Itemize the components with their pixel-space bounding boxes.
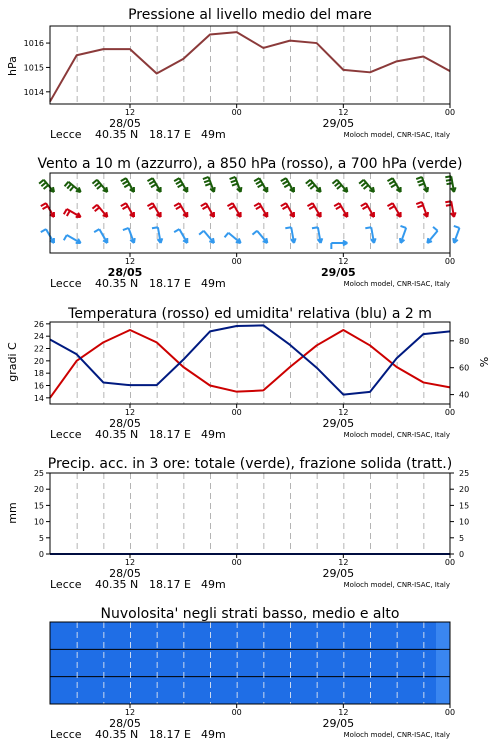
wind-barb-feather: [176, 206, 181, 209]
wind-barb-feather: [365, 227, 371, 228]
wind-barb: [121, 178, 134, 192]
model-credit: Moloch model, CNR-ISAC, Italy: [343, 431, 450, 439]
wind-barb-head: [76, 191, 81, 192]
wind-barb: [227, 203, 240, 217]
date-label: 29/05: [321, 266, 356, 279]
location-place: Lecce: [50, 578, 82, 591]
location-alt: 49m: [201, 728, 226, 741]
date-label: 29/05: [322, 117, 355, 130]
y-tick-label: 20: [33, 485, 44, 495]
wind-barb-feather: [124, 184, 129, 187]
wind-barb: [174, 203, 187, 217]
cloud-xticks: [50, 704, 455, 741]
wind-barb: [230, 177, 242, 192]
wind-barb-feather: [389, 206, 394, 209]
location-alt: 49m: [201, 578, 226, 591]
wind-barb: [65, 182, 81, 192]
wind-barb-feather: [310, 185, 315, 189]
y-tick-label-right: 80: [459, 336, 470, 346]
wind-barb-feather: [332, 180, 337, 184]
wind-barb-feather: [335, 182, 340, 186]
location-lon: 18.17 E: [149, 128, 191, 141]
wind-frame: [50, 173, 450, 253]
date-label: 28/05: [109, 717, 141, 730]
date-label: 29/05: [322, 567, 355, 580]
wind-barb-feather: [149, 181, 154, 184]
wind-barb-feather: [95, 182, 100, 186]
y-tick-label: 1016: [23, 39, 44, 49]
location-lon: 18.17 E: [149, 728, 191, 741]
pressure-xticks: [50, 104, 455, 141]
x-tick-label: 12: [124, 708, 136, 717]
x-tick-label: 12: [124, 257, 136, 266]
x-tick-label: 12: [124, 408, 136, 417]
wind-barb-feather: [312, 227, 318, 228]
wind-barb: [400, 226, 406, 243]
y-tick-label-right: 15: [459, 501, 470, 511]
wind-barb-feather: [336, 206, 341, 209]
pressure-ylabel: hPa: [6, 56, 19, 76]
wind-barb-feather: [254, 203, 259, 206]
wind-barb-feather: [94, 229, 99, 232]
wind-barb: [39, 180, 54, 192]
temperature-lines: [50, 325, 450, 397]
wind-barb-feather: [361, 182, 366, 186]
wind-barb-feather: [203, 206, 208, 209]
pressure-line: [50, 32, 450, 101]
y-tick-label: 5: [38, 533, 44, 543]
wind-panel: [37, 156, 462, 290]
wind-barb: [174, 229, 187, 243]
wind-barb-feather: [174, 178, 179, 181]
y-tick-label-right: 5: [459, 533, 465, 543]
cloud-cell-edge: [436, 622, 450, 649]
wind-barb-feather: [447, 183, 453, 184]
wind-barb-feather: [123, 228, 129, 230]
location-alt: 49m: [201, 428, 226, 441]
precip-frame: [50, 473, 450, 554]
wind-barb-feather: [306, 180, 311, 184]
wind-barb: [203, 177, 215, 192]
wind-barb: [123, 228, 135, 243]
wind-title: Vento a 10 m (azzurro), a 850 hPa (rosso), a 700 hPa (verde): [37, 156, 463, 172]
wind-barb-feather: [41, 229, 46, 232]
cloud-title: Nuvolosita' negli strati basso, medio e alto: [100, 606, 400, 622]
pressure-yticks: [24, 39, 50, 97]
y-tick-label: 18: [33, 369, 44, 379]
temperature-line: [50, 330, 450, 398]
y-tick-label-right: 20: [459, 485, 470, 495]
humidity-ylabel: %: [478, 356, 491, 368]
location-lon: 18.17 E: [149, 428, 191, 441]
wind-barb-feather: [92, 180, 97, 184]
pressure-panel: [6, 7, 455, 141]
wind-barb: [252, 231, 267, 243]
location-place: Lecce: [50, 728, 82, 741]
wind-barb-feather: [454, 226, 460, 228]
wind-barb: [201, 203, 214, 217]
wind-barb-feather: [121, 178, 126, 181]
wind-barb: [225, 233, 241, 243]
wind-barb-feather: [308, 182, 313, 186]
wind-barb: [281, 178, 294, 192]
pressure-title: Pressione al livello medio del mare: [128, 7, 372, 23]
date-label: 28/05: [107, 266, 143, 279]
wind-barb-feather: [43, 206, 48, 209]
wind-barb-feather: [283, 206, 288, 209]
humidity-line: [50, 325, 450, 394]
wind-barb-feather: [258, 184, 263, 187]
y-tick-label: 20: [33, 356, 44, 366]
x-tick-label: 00: [444, 708, 456, 717]
wind-barb-shaft: [97, 180, 107, 192]
wind-barb-feather: [283, 181, 288, 184]
wind-barb-feather: [433, 227, 438, 231]
wind-barb-feather: [361, 203, 366, 206]
wind-barb-feather: [387, 178, 392, 181]
wind-barb-shaft: [427, 231, 437, 243]
wind-barb-feather: [446, 205, 452, 206]
wind-xticks: [50, 253, 455, 290]
wind-barb: [361, 203, 374, 217]
wind-barb: [121, 203, 134, 217]
y-tick-label: 1015: [23, 63, 44, 73]
wind-barb-feather: [307, 203, 312, 206]
x-tick-label: 12: [338, 408, 349, 417]
temperature-title: Temperatura (rosso) ed umidita' relativa (blu) a 2 m: [68, 306, 432, 322]
wind-barb: [92, 205, 107, 217]
wind-barb: [199, 231, 214, 243]
date-label: 28/05: [109, 117, 141, 130]
precip-panel: [6, 456, 469, 591]
cloud-cells: [50, 622, 450, 704]
wind-barb-feather: [231, 180, 237, 182]
wind-barb-feather: [225, 233, 229, 238]
wind-barb-feather: [446, 180, 452, 181]
wind-barb: [453, 226, 459, 243]
x-tick-label: 00: [444, 558, 456, 567]
wind-barb-feather: [229, 206, 234, 209]
wind-barb-feather: [147, 203, 152, 206]
location-lat: 40.35 N: [95, 428, 139, 441]
y-tick-label: 0: [38, 550, 44, 559]
wind-barb-feather: [147, 178, 152, 181]
y-tick-label: 10: [33, 517, 44, 527]
precip-xticks: [50, 554, 455, 591]
wind-barb-feather: [256, 206, 261, 209]
wind-barb: [254, 203, 267, 217]
x-tick-label: 00: [231, 558, 242, 567]
x-tick-label: 12: [338, 108, 349, 117]
temperature-xticks: [50, 404, 455, 441]
y-tick-label: 24: [33, 332, 44, 342]
temperature-panel: [6, 306, 491, 441]
location-lat: 40.35 N: [95, 728, 139, 741]
wind-barb: [147, 203, 160, 217]
wind-barb-feather: [337, 185, 342, 189]
wind-barb: [174, 178, 187, 192]
wind-barb-feather: [121, 203, 126, 206]
wind-barb-shaft: [228, 233, 240, 243]
x-tick-label: 12: [124, 108, 136, 117]
wind-barb-feather: [252, 231, 257, 235]
wind-barb-feather: [95, 207, 100, 211]
precip-ylabel: mm: [6, 502, 19, 524]
wind-barb: [359, 180, 374, 192]
x-tick-label: 00: [231, 257, 242, 266]
wind-barb-feather: [389, 181, 394, 184]
date-label: 29/05: [322, 417, 355, 430]
y-tick-label-right: 0: [459, 550, 465, 559]
wind-barb: [64, 235, 81, 243]
wind-barb-feather: [152, 227, 158, 228]
location-alt: 49m: [201, 277, 226, 290]
wind-barb-feather: [67, 211, 70, 216]
wind-barb: [254, 178, 267, 192]
x-tick-label: 00: [444, 408, 456, 417]
wind-barb-feather: [363, 206, 368, 209]
wind-barb-feather: [123, 181, 128, 184]
cloud-cell-edge: [436, 649, 450, 676]
location-lat: 40.35 N: [95, 277, 139, 290]
wind-barb-feather: [41, 182, 46, 186]
wind-barb-feather: [70, 186, 74, 191]
y-tick-label-right: 10: [459, 517, 470, 527]
wind-barb-feather: [227, 203, 232, 206]
x-tick-label: 00: [231, 708, 242, 717]
wind-barb-shaft: [257, 231, 267, 243]
date-label: 28/05: [109, 417, 141, 430]
wind-barb: [387, 203, 400, 217]
wind-barb-head: [427, 238, 428, 243]
wind-barb-feather: [364, 185, 369, 189]
wind-barb: [41, 203, 54, 217]
wind-barb-feather: [174, 229, 179, 232]
pressure-lines: [50, 32, 450, 101]
cloud-cell: [50, 677, 450, 704]
wind-barb: [41, 229, 54, 243]
temperature-ylabel: gradi C: [6, 342, 19, 382]
wind-barb-feather: [254, 178, 259, 181]
location-place: Lecce: [50, 428, 82, 441]
y-tick-label: 1014: [23, 87, 44, 97]
y-tick-label: 14: [33, 393, 44, 403]
wind-barb-feather: [230, 177, 236, 179]
model-credit: Moloch model, CNR-ISAC, Italy: [343, 280, 450, 288]
model-credit: Moloch model, CNR-ISAC, Italy: [343, 581, 450, 589]
wind-barb-feather: [281, 178, 286, 181]
x-tick-label: 00: [444, 257, 456, 266]
y-tick-label: 16: [33, 381, 44, 391]
wind-barb-feather: [359, 180, 364, 184]
y-tick-label: 25: [33, 469, 44, 478]
wind-barb-shaft: [44, 180, 54, 192]
wind-barb-feather: [416, 177, 422, 179]
y-tick-label: 26: [33, 319, 44, 329]
x-tick-label: 12: [338, 257, 349, 266]
x-tick-label: 12: [338, 558, 349, 567]
wind-barb-feather: [203, 177, 209, 179]
location-lon: 18.17 E: [149, 277, 191, 290]
wind-barb-feather: [391, 184, 396, 187]
precip-yticks: [34, 469, 469, 559]
x-tick-label: 12: [338, 708, 349, 717]
wind-barb: [306, 180, 321, 192]
wind-barbs: [39, 176, 459, 249]
wind-barb-feather: [92, 205, 97, 209]
wind-barb-feather: [309, 206, 314, 209]
wind-barb-feather: [65, 182, 69, 187]
wind-barb-feather: [281, 203, 286, 206]
wind-barb-feather: [387, 203, 392, 206]
wind-barb: [94, 229, 107, 243]
wind-barb-feather: [174, 203, 179, 206]
wind-barb-feather: [67, 184, 71, 189]
wind-barb-feather: [401, 226, 407, 228]
date-label: 29/05: [322, 717, 355, 730]
wind-barb-feather: [64, 209, 67, 214]
wind-barb: [387, 178, 400, 192]
y-tick-label-right: 40: [459, 390, 470, 400]
wind-barb: [307, 203, 320, 217]
wind-barb-feather: [176, 181, 181, 184]
wind-barb-head: [453, 238, 454, 243]
y-tick-label-right: 60: [459, 363, 470, 373]
wind-barb-feather: [285, 227, 291, 228]
location-lat: 40.35 N: [95, 128, 139, 141]
wind-barb: [281, 203, 294, 217]
wind-barb: [332, 180, 347, 192]
wind-barb-shaft: [337, 180, 347, 192]
y-tick-label-right: 25: [459, 469, 470, 478]
wind-barb-feather: [97, 185, 102, 189]
wind-barb-feather: [416, 202, 422, 204]
location-place: Lecce: [50, 277, 82, 290]
cloud-cell: [50, 622, 450, 649]
location-place: Lecce: [50, 128, 82, 141]
wind-barb-feather: [123, 206, 128, 209]
wind-barb-head: [236, 242, 241, 243]
x-tick-label: 00: [231, 408, 242, 417]
model-credit: Moloch model, CNR-ISAC, Italy: [343, 131, 450, 139]
wind-barb-feather: [334, 203, 339, 206]
wind-barb-shaft: [97, 205, 107, 217]
wind-barb-feather: [284, 184, 289, 187]
wind-barb-feather: [201, 203, 206, 206]
model-credit: Moloch model, CNR-ISAC, Italy: [343, 731, 450, 739]
wind-barb: [331, 241, 347, 249]
wind-barb-feather: [151, 184, 156, 187]
location-lon: 18.17 E: [149, 578, 191, 591]
precip-grid: [77, 473, 424, 554]
wind-barb: [334, 203, 347, 217]
wind-barb: [64, 209, 81, 217]
wind-barb-head: [400, 238, 401, 243]
wind-barb-feather: [417, 205, 423, 207]
wind-barb: [416, 177, 428, 192]
y-tick-label: 22: [33, 344, 44, 354]
x-tick-label: 00: [444, 108, 456, 117]
pressure-grid: [77, 26, 424, 104]
wind-barb-feather: [41, 203, 46, 206]
wind-barb-feather: [39, 180, 44, 184]
wind-barb-feather: [149, 206, 154, 209]
cloud-cell: [50, 649, 450, 676]
wind-barb-feather: [64, 235, 67, 240]
x-tick-label: 00: [231, 108, 242, 117]
x-tick-label: 12: [124, 558, 136, 567]
cloud-cell-edge: [436, 677, 450, 704]
location-alt: 49m: [201, 128, 226, 141]
wind-barb-feather: [204, 180, 210, 182]
wind-barb: [92, 180, 107, 192]
cloud-panel: [50, 606, 455, 741]
wind-barb-shaft: [204, 231, 214, 243]
date-label: 28/05: [109, 567, 141, 580]
y-tick-label: 15: [33, 501, 44, 511]
wind-barb-feather: [199, 231, 204, 235]
wind-barb-feather: [417, 180, 423, 182]
wind-barb: [416, 202, 428, 217]
wind-barb-feather: [256, 181, 261, 184]
wind-barb-feather: [44, 185, 49, 189]
wind-barb-feather: [178, 184, 183, 187]
precip-title: Precip. acc. in 3 ore: totale (verde), frazione solida (tratt.): [47, 456, 453, 472]
wind-barb: [427, 227, 437, 243]
wind-barb: [147, 178, 160, 192]
location-lat: 40.35 N: [95, 578, 139, 591]
